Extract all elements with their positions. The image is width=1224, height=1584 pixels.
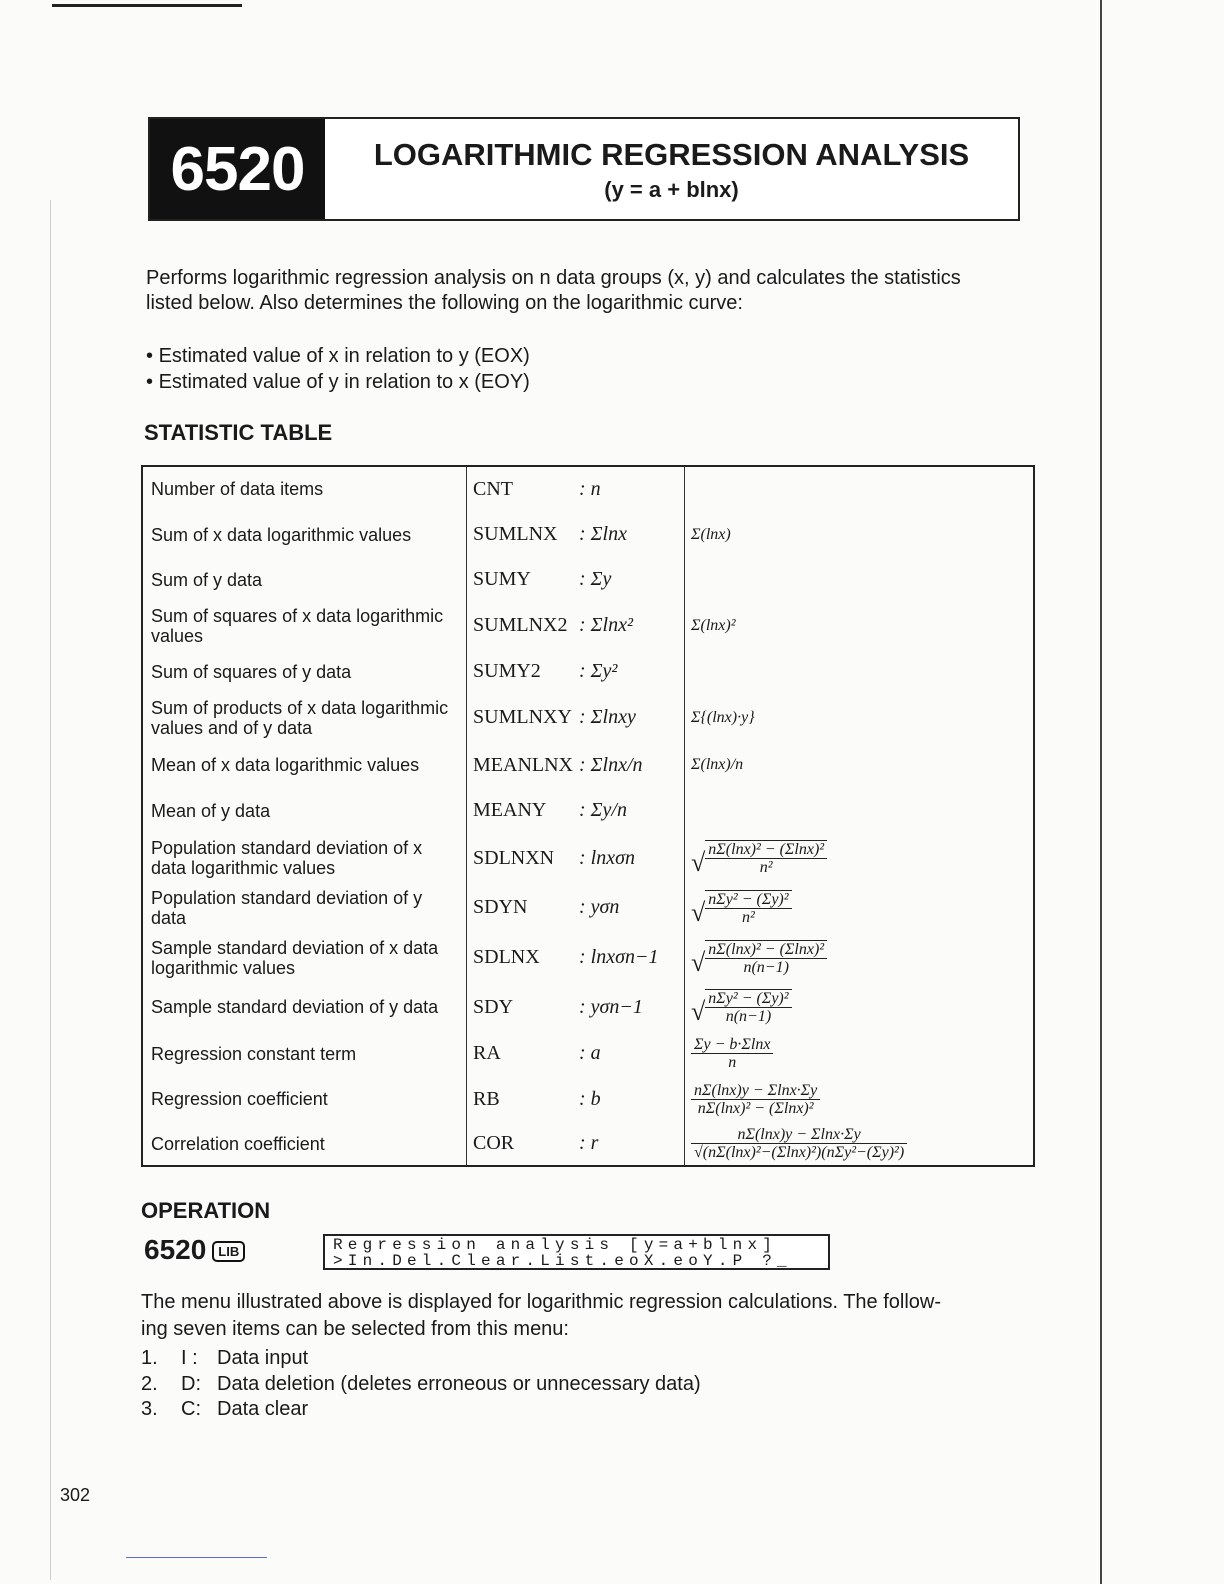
stat-description: Number of data items (142, 466, 467, 512)
page-edge-rule (1100, 0, 1102, 1584)
stat-label-cell (467, 833, 685, 884)
stat-description: Correlation coefficient (142, 1122, 467, 1166)
list-key: C: (181, 1398, 201, 1420)
stat-label: SUMLNX2 (473, 614, 568, 637)
formula-numerator: nΣy² − (Σy)² (705, 891, 791, 909)
stat-label-cell (467, 512, 685, 559)
bullet-list (146, 343, 530, 395)
menu-description (141, 1289, 1026, 1343)
section-title: LOGARITHMIC REGRESSION ANALYSIS (373, 137, 970, 172)
list-text: Data input (217, 1347, 309, 1369)
menu-item-list (141, 1346, 701, 1423)
program-number-text: 6520 (144, 1234, 207, 1265)
formula-denominator: n(n−1) (725, 1008, 772, 1026)
stat-formula (685, 466, 1035, 512)
stat-symbol: : Σy (579, 568, 612, 591)
intro-line: Performs logarithmic regression analysis on n data groups (x, y) and calculates the statistics (146, 267, 961, 289)
desc-line: The menu illustrated above is displayed for logarithmic regression calculations. The follow- (141, 1291, 942, 1313)
stat-symbol: : Σy/n (579, 799, 627, 822)
formula-denominator: nΣ(lnx)² − (Σlnx)² (697, 1099, 814, 1117)
stat-label: SUMLNXY (473, 706, 572, 729)
statistic-table (141, 465, 1035, 1167)
stat-description: Mean of y data (142, 789, 467, 834)
list-index: 2. (141, 1372, 158, 1395)
stat-label-cell (467, 932, 685, 983)
stat-formula (685, 558, 1035, 601)
formula-numerator: nΣ(lnx)² − (Σlnx)² (705, 941, 827, 959)
section-subtitle: (y = a + blnx) (604, 177, 739, 202)
formula-fraction (691, 1082, 820, 1117)
stat-symbol: : lnxσn−1 (579, 946, 659, 969)
stat-symbol: : n (579, 477, 601, 500)
formula-numerator: nΣ(lnx)y − Σlnx·Σy (691, 1082, 820, 1100)
formula-fraction (691, 1126, 907, 1161)
table-row (142, 833, 1034, 884)
formula-numerator: nΣ(lnx)y − Σlnx·Σy (691, 1126, 907, 1144)
stat-formula: Σ(lnx)/n (691, 756, 744, 774)
formula-numerator: nΣ(lnx)² − (Σlnx)² (705, 841, 827, 859)
stat-symbol: : yσn−1 (579, 995, 643, 1018)
stat-label: SDLNXN (473, 846, 555, 869)
intro-paragraph (146, 266, 1026, 316)
table-row (142, 512, 1034, 559)
stat-symbol: : Σlnxy (579, 706, 636, 729)
operation-heading: OPERATION (141, 1198, 271, 1223)
formula-denominator: √(nΣ(lnx)²−(Σlnx)²)(nΣy²−(Σy)²) (694, 1144, 905, 1162)
stat-label-cell (467, 694, 685, 743)
stat-label: CNT (473, 477, 513, 500)
stat-label: MEANLNX (473, 753, 573, 776)
section-header (148, 117, 1020, 221)
stat-label-cell (467, 650, 685, 693)
stat-description: Sample standard deviation of y data (142, 983, 467, 1032)
stat-label: SDY (473, 995, 514, 1018)
square-root-icon: √ $\frac{\text{nΣ(lnx)² − (Σlnx)²}}{n(n-1)}$ (691, 940, 827, 976)
statistic-table-heading: STATISTIC TABLE (144, 420, 333, 445)
stat-description: Population standard deviation of y data (142, 884, 467, 933)
stat-symbol: : b (579, 1087, 601, 1110)
formula-denominator: n (728, 1054, 737, 1072)
stat-label-cell (467, 466, 685, 512)
formula-fraction (705, 990, 791, 1025)
stat-symbol: : r (579, 1132, 599, 1155)
stat-symbol: : yσn (579, 896, 620, 919)
stat-description: Sample standard deviation of x data logarithmic values (142, 932, 467, 983)
stat-label-cell (467, 1076, 685, 1123)
stat-label-cell (467, 602, 685, 651)
stat-formula (685, 983, 1035, 1032)
stat-description: Sum of squares of x data logarithmic values (142, 602, 467, 651)
stat-formula (685, 1122, 1035, 1166)
formula-denominator: n(n−1) (743, 958, 789, 976)
formula-denominator: n² (742, 908, 755, 926)
stat-label: SUMY2 (473, 660, 541, 683)
stat-symbol: : a (579, 1042, 601, 1065)
lcd-line-2: >In.Del.Clear.List.eoX.eoY.P ?_ (333, 1252, 792, 1270)
list-key: D: (181, 1372, 201, 1395)
formula-fraction (705, 891, 791, 926)
square-root-icon: √ $\frac{\text{nΣ(lnx)² − (Σlnx)²}}{\text{n²}}$ (691, 840, 827, 876)
intro-line: listed below. Also determines the following on the logarithmic curve: (146, 292, 743, 314)
stat-label: MEANY (473, 799, 547, 822)
lib-key-icon: LIB (212, 1241, 245, 1262)
stat-label: RA (473, 1042, 501, 1065)
stat-description: Regression coefficient (142, 1076, 467, 1123)
stat-formula (685, 932, 1035, 983)
stat-symbol: : Σlnx² (579, 614, 633, 637)
lcd-line-1: Regression analysis [y=a+blnx] (333, 1236, 778, 1254)
square-root-icon: √ $\frac{\text{nΣy² − (Σy)²}}{n(n-1)}$ (691, 989, 792, 1025)
section-number: 6520 (150, 119, 325, 219)
program-number (144, 1234, 245, 1266)
table-row (142, 1031, 1034, 1076)
stat-label-cell (467, 742, 685, 789)
stat-formula (685, 884, 1035, 933)
top-rule (52, 4, 242, 7)
list-text: Data deletion (deletes erroneous or unnecessary data) (217, 1372, 701, 1395)
stat-label-cell (467, 789, 685, 834)
table-row (142, 983, 1034, 1032)
stat-label: SUMY (473, 568, 531, 591)
binding-edge (50, 200, 51, 1580)
formula-fraction (705, 841, 827, 876)
stat-label-cell (467, 1122, 685, 1166)
stat-formula (685, 650, 1035, 693)
stat-formula (685, 1031, 1035, 1076)
table-row (142, 466, 1034, 512)
footer-rule (126, 1557, 267, 1558)
bullet-item: • Estimated value of y in relation to x (EOY) (146, 369, 530, 395)
table-row (142, 932, 1034, 983)
formula-denominator: n² (759, 859, 773, 877)
stat-symbol: : Σlnx/n (579, 753, 643, 776)
stat-description: Population standard deviation of x data logarithmic values (142, 833, 467, 884)
list-index: 3. (141, 1398, 158, 1420)
lcd-display (323, 1234, 830, 1270)
table-row (142, 742, 1034, 789)
table-row (142, 694, 1034, 743)
stat-label-cell (467, 558, 685, 601)
stat-label: RB (473, 1087, 500, 1110)
table-row (142, 558, 1034, 601)
stat-description: Sum of products of x data logarithmic values and of y data (142, 694, 467, 743)
table-row (142, 1076, 1034, 1123)
list-item (141, 1372, 701, 1398)
stat-symbol: : lnxσn (579, 846, 635, 869)
list-item (141, 1346, 701, 1372)
stat-description: Regression constant term (142, 1031, 467, 1076)
list-item (141, 1397, 701, 1423)
list-index: 1. (141, 1347, 158, 1369)
table-row (142, 1122, 1034, 1166)
formula-numerator: nΣy² − (Σy)² (705, 990, 791, 1008)
table-row (142, 884, 1034, 933)
formula-fraction (705, 941, 827, 976)
stat-label: COR (473, 1132, 515, 1155)
table-row (142, 650, 1034, 693)
desc-line: ing seven items can be selected from this menu: (141, 1318, 569, 1340)
stat-description: Mean of x data logarithmic values (142, 742, 467, 789)
list-key: I : (181, 1347, 198, 1369)
stat-formula: Σ(lnx) (691, 525, 731, 543)
stat-formula: Σ(lnx)² (691, 616, 736, 634)
stat-label: SDLNX (473, 946, 540, 969)
stat-formula (685, 1076, 1035, 1123)
stat-formula (685, 789, 1035, 834)
stat-symbol: : Σlnx (579, 523, 627, 546)
list-text: Data clear (217, 1398, 309, 1420)
formula-numerator: Σy − b·Σlnx (691, 1036, 773, 1054)
stat-description: Sum of squares of y data (142, 650, 467, 693)
bullet-item: • Estimated value of x in relation to y (EOX) (146, 343, 530, 369)
stat-label-cell (467, 983, 685, 1032)
square-root-icon: √ $\frac{\text{nΣy² − (Σy)²}}{\text{n²}}$ (691, 890, 792, 926)
table-row (142, 789, 1034, 834)
stat-description: Sum of y data (142, 558, 467, 601)
stat-label-cell (467, 884, 685, 933)
page-number: 302 (60, 1485, 91, 1505)
stat-formula (685, 833, 1035, 884)
table-row (142, 602, 1034, 651)
stat-formula: Σ{(lnx)·y} (691, 708, 755, 726)
stat-label: SUMLNX (473, 523, 558, 546)
formula-fraction (691, 1036, 773, 1071)
stat-label: SDYN (473, 896, 528, 919)
stat-description: Sum of x data logarithmic values (142, 512, 467, 559)
stat-label-cell (467, 1031, 685, 1076)
stat-symbol: : Σy² (579, 660, 618, 683)
